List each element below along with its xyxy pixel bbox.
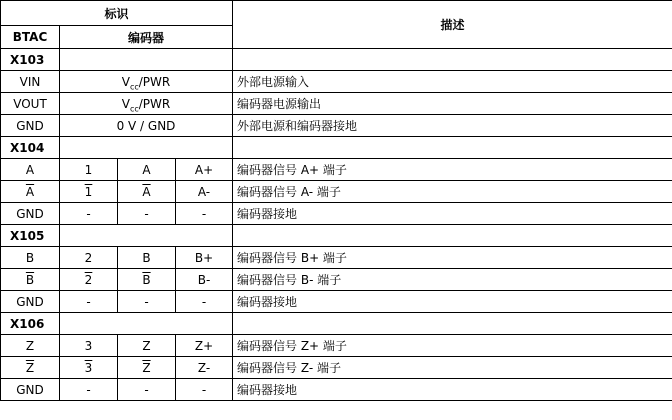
encoder-col-1-value: 1 [84,162,93,177]
table-row [1,115,672,137]
btac-value: Z [25,338,35,353]
btac-value: B [25,250,35,265]
encoder-col-2-value: B [142,250,151,265]
encoder-col-2-value: $\overline{B}$ [142,272,151,287]
group-title: X104 [1,137,60,159]
btac-cell [1,93,60,115]
group-row [1,313,672,335]
group-desc-spacer [233,137,672,159]
encoder-col-1 [60,357,118,379]
header-btac: BTAC [1,26,60,49]
encoder-col-3-value: Z- [197,360,211,375]
encoder-col-2 [118,203,176,225]
encoder-col-2-value: - [144,206,149,221]
encoder-col-2-value: - [144,294,149,309]
encoder-col-3-value: B+ [194,250,214,265]
table-row [1,291,672,313]
encoder-col-2 [118,181,176,203]
btac-cell [1,335,60,357]
encoder-col-1 [60,159,118,181]
btac-value: GND [16,206,44,221]
encoder-col-3 [176,203,233,225]
encoder-col-1-value: 2 [84,272,93,287]
table-row [1,335,672,357]
encoder-col-1 [60,181,118,203]
btac-value: VIN [19,74,41,89]
encoder-col-3 [176,159,233,181]
group-spacer [60,49,233,71]
description-cell: 编码器电源输出 [233,93,672,115]
btac-value: GND [16,118,44,133]
encoder-col-3 [176,357,233,379]
btac-value: GND [16,294,44,309]
table-row [1,71,672,93]
btac-cell [1,115,60,137]
btac-cell [1,291,60,313]
btac-value: $\overline{A}$ [25,184,35,199]
encoder-col-1 [60,335,118,357]
description-cell: 外部电源和编码器接地 [233,115,672,137]
encoder-col-2-value: $\overline{A}$ [142,184,151,199]
header-encoder: 编码器 [60,26,233,49]
encoder-col-3-value: - [201,206,207,221]
encoder-col-1-value: 3 [84,360,93,375]
voltage-subscript: cc [129,81,139,91]
encoder-col-2 [118,357,176,379]
encoder-col-1 [60,291,118,313]
encoder-col-3 [176,269,233,291]
btac-value: VOUT [13,96,47,111]
table-row [1,159,672,181]
encoder-merged-cell [60,93,233,115]
table-row [1,269,672,291]
voltage-symbol: V [121,96,130,111]
group-title: X103 [1,49,60,71]
encoder-col-1-value: - [86,294,91,309]
group-row [1,225,672,247]
encoder-col-2 [118,379,176,401]
btac-cell [1,159,60,181]
group-row [1,49,672,71]
header-label: 标识 [1,1,233,26]
encoder-col-1 [60,379,118,401]
encoder-col-1-value: 2 [84,250,93,265]
group-spacer [60,313,233,335]
encoder-col-2-value: A [142,162,151,177]
group-row [1,137,672,159]
encoder-col-3-value: Z+ [194,338,214,353]
encoder-col-1-value: - [86,206,91,221]
group-desc-spacer [233,225,672,247]
group-desc-spacer [233,313,672,335]
voltage-symbol: V [121,74,130,89]
btac-cell [1,269,60,291]
group-title: X105 [1,225,60,247]
encoder-col-2-value: $\overline{Z}$ [142,360,151,375]
group-spacer [60,137,233,159]
description-cell: 编码器接地 [233,203,672,225]
group-title: X106 [1,313,60,335]
encoder-col-3-value: - [201,294,207,309]
voltage-suffix: /PWR [138,96,171,111]
encoder-col-2-value: - [144,382,149,397]
group-spacer [60,225,233,247]
btac-value: A [25,162,35,177]
encoder-col-3-value: B- [197,272,211,287]
table-row [1,93,672,115]
encoder-col-1-value: 3 [84,338,93,353]
table-row [1,181,672,203]
description-cell: 编码器信号 A+ 端子 [233,159,672,181]
voltage-subscript: cc [129,103,139,113]
encoder-col-1 [60,203,118,225]
group-desc-spacer [233,49,672,71]
encoder-merged-cell: 0 V / GND [60,115,233,137]
description-cell: 编码器信号 B+ 端子 [233,247,672,269]
table-row [1,203,672,225]
btac-cell [1,71,60,93]
description-cell: 编码器信号 Z+ 端子 [233,335,672,357]
encoder-merged-cell [60,71,233,93]
description-cell: 编码器信号 A- 端子 [233,181,672,203]
btac-cell [1,357,60,379]
encoder-col-3-value: A- [197,184,211,199]
encoder-col-3 [176,181,233,203]
header-description: 描述 [233,1,672,49]
btac-cell [1,247,60,269]
btac-cell [1,379,60,401]
table-row [1,379,672,401]
description-cell: 编码器接地 [233,291,672,313]
encoder-col-2 [118,269,176,291]
description-cell: 编码器接地 [233,379,672,401]
table-body [1,49,672,401]
voltage-suffix: /PWR [138,74,171,89]
encoder-col-3 [176,291,233,313]
table-row [1,247,672,269]
encoder-col-3-value: A+ [194,162,214,177]
encoder-col-3 [176,335,233,357]
encoder-col-1-value: - [86,382,91,397]
btac-value: $\overline{B}$ [25,272,35,287]
btac-value: $\overline{Z}$ [25,360,35,375]
encoder-col-1 [60,247,118,269]
encoder-col-3-value: - [201,382,207,397]
btac-cell [1,203,60,225]
btac-cell [1,181,60,203]
encoder-col-2 [118,291,176,313]
description-cell: 外部电源输入 [233,71,672,93]
description-cell: 编码器信号 B- 端子 [233,269,672,291]
btac-value: GND [16,382,44,397]
encoder-col-2 [118,159,176,181]
encoder-col-2 [118,335,176,357]
encoder-col-1-value: 1 [84,184,93,199]
table-row [1,357,672,379]
encoder-col-2-value: Z [142,338,151,353]
encoder-col-1 [60,269,118,291]
encoder-col-2 [118,247,176,269]
encoder-col-3 [176,379,233,401]
description-cell: 编码器信号 Z- 端子 [233,357,672,379]
encoder-col-3 [176,247,233,269]
